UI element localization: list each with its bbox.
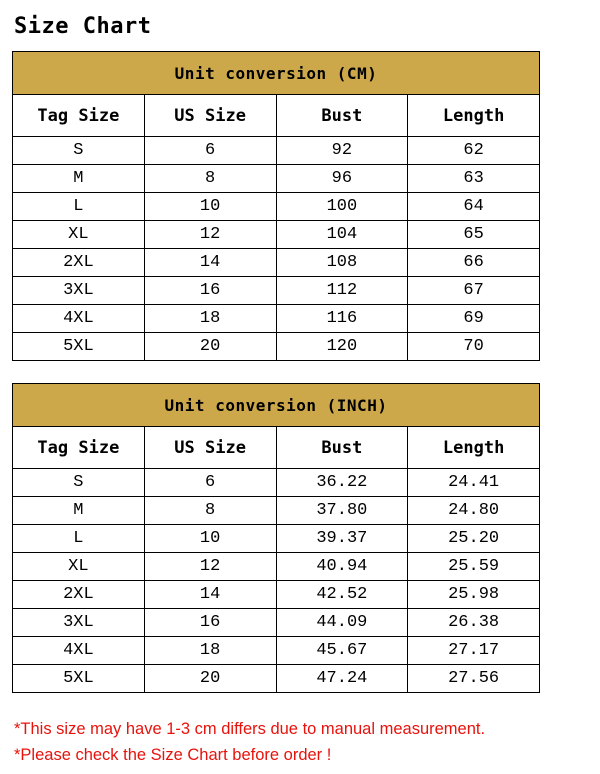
table-row (13, 193, 540, 221)
us-size-cell: 16 (144, 609, 276, 637)
bust-cell: 36.22 (276, 469, 408, 497)
us-size-cell: 14 (144, 581, 276, 609)
us-size-cell: 14 (144, 249, 276, 277)
us-size-cell: 16 (144, 277, 276, 305)
table-row (13, 497, 540, 525)
table-row (13, 637, 540, 665)
table-row (13, 221, 540, 249)
table-caption: Unit conversion (INCH) (13, 384, 540, 427)
us-size-cell: 6 (144, 469, 276, 497)
table-row (13, 581, 540, 609)
us-size-cell: 12 (144, 553, 276, 581)
column-header-length: Length (408, 427, 540, 469)
tag-size-cell: 2XL (13, 249, 145, 277)
us-size-cell: 18 (144, 637, 276, 665)
column-header-bust: Bust (276, 95, 408, 137)
bust-cell: 44.09 (276, 609, 408, 637)
bust-cell: 108 (276, 249, 408, 277)
bust-cell: 37.80 (276, 497, 408, 525)
tag-size-cell: XL (13, 553, 145, 581)
tag-size-cell: M (13, 497, 145, 525)
tag-size-cell: S (13, 137, 145, 165)
tag-size-cell: 4XL (13, 305, 145, 333)
column-header-length: Length (408, 95, 540, 137)
column-header-tag-size: Tag Size (13, 95, 145, 137)
note-line: *This size may have 1-3 cm differs due to manual measurement. (14, 720, 486, 738)
bust-cell: 104 (276, 221, 408, 249)
tag-size-cell: 5XL (13, 665, 145, 693)
table-row (13, 137, 540, 165)
tag-size-cell: XL (13, 221, 145, 249)
size-table-inch (12, 383, 540, 693)
us-size-cell: 10 (144, 525, 276, 553)
length-cell: 70 (408, 333, 540, 361)
table-row (13, 553, 540, 581)
length-cell: 25.20 (408, 525, 540, 553)
length-cell: 24.41 (408, 469, 540, 497)
us-size-cell: 8 (144, 497, 276, 525)
bust-cell: 47.24 (276, 665, 408, 693)
table-body (13, 137, 540, 361)
tag-size-cell: 4XL (13, 637, 145, 665)
bust-cell: 45.67 (276, 637, 408, 665)
tag-size-cell: S (13, 469, 145, 497)
bust-cell: 92 (276, 137, 408, 165)
bust-cell: 39.37 (276, 525, 408, 553)
us-size-cell: 18 (144, 305, 276, 333)
tag-size-cell: 5XL (13, 333, 145, 361)
table-row (13, 249, 540, 277)
tag-size-cell: L (13, 525, 145, 553)
note-line: *Please check the Size Chart before order ! (14, 746, 332, 764)
length-cell: 24.80 (408, 497, 540, 525)
length-cell: 67 (408, 277, 540, 305)
length-cell: 64 (408, 193, 540, 221)
us-size-cell: 20 (144, 665, 276, 693)
length-cell: 69 (408, 305, 540, 333)
length-cell: 62 (408, 137, 540, 165)
table-row (13, 277, 540, 305)
bust-cell: 112 (276, 277, 408, 305)
column-header-bust: Bust (276, 427, 408, 469)
column-header-us-size: US Size (144, 95, 276, 137)
bust-cell: 42.52 (276, 581, 408, 609)
length-cell: 27.56 (408, 665, 540, 693)
length-cell: 66 (408, 249, 540, 277)
column-header-tag-size: Tag Size (13, 427, 145, 469)
table-row (13, 305, 540, 333)
us-size-cell: 12 (144, 221, 276, 249)
table-row (13, 525, 540, 553)
page-title: Size Chart (14, 14, 152, 39)
tag-size-cell: L (13, 193, 145, 221)
column-header-us-size: US Size (144, 427, 276, 469)
length-cell: 26.38 (408, 609, 540, 637)
table-row (13, 665, 540, 693)
size-table-cm (12, 51, 540, 361)
length-cell: 25.98 (408, 581, 540, 609)
tag-size-cell: M (13, 165, 145, 193)
table-row (13, 333, 540, 361)
bust-cell: 96 (276, 165, 408, 193)
tag-size-cell: 3XL (13, 609, 145, 637)
bust-cell: 116 (276, 305, 408, 333)
table-caption: Unit conversion (CM) (13, 52, 540, 95)
tag-size-cell: 2XL (13, 581, 145, 609)
tag-size-cell: 3XL (13, 277, 145, 305)
table-body (13, 469, 540, 693)
table-row (13, 165, 540, 193)
bust-cell: 100 (276, 193, 408, 221)
notes (14, 716, 485, 768)
length-cell: 65 (408, 221, 540, 249)
us-size-cell: 10 (144, 193, 276, 221)
us-size-cell: 8 (144, 165, 276, 193)
us-size-cell: 20 (144, 333, 276, 361)
us-size-cell: 6 (144, 137, 276, 165)
length-cell: 27.17 (408, 637, 540, 665)
table-row (13, 609, 540, 637)
bust-cell: 120 (276, 333, 408, 361)
length-cell: 63 (408, 165, 540, 193)
bust-cell: 40.94 (276, 553, 408, 581)
length-cell: 25.59 (408, 553, 540, 581)
table-row (13, 469, 540, 497)
